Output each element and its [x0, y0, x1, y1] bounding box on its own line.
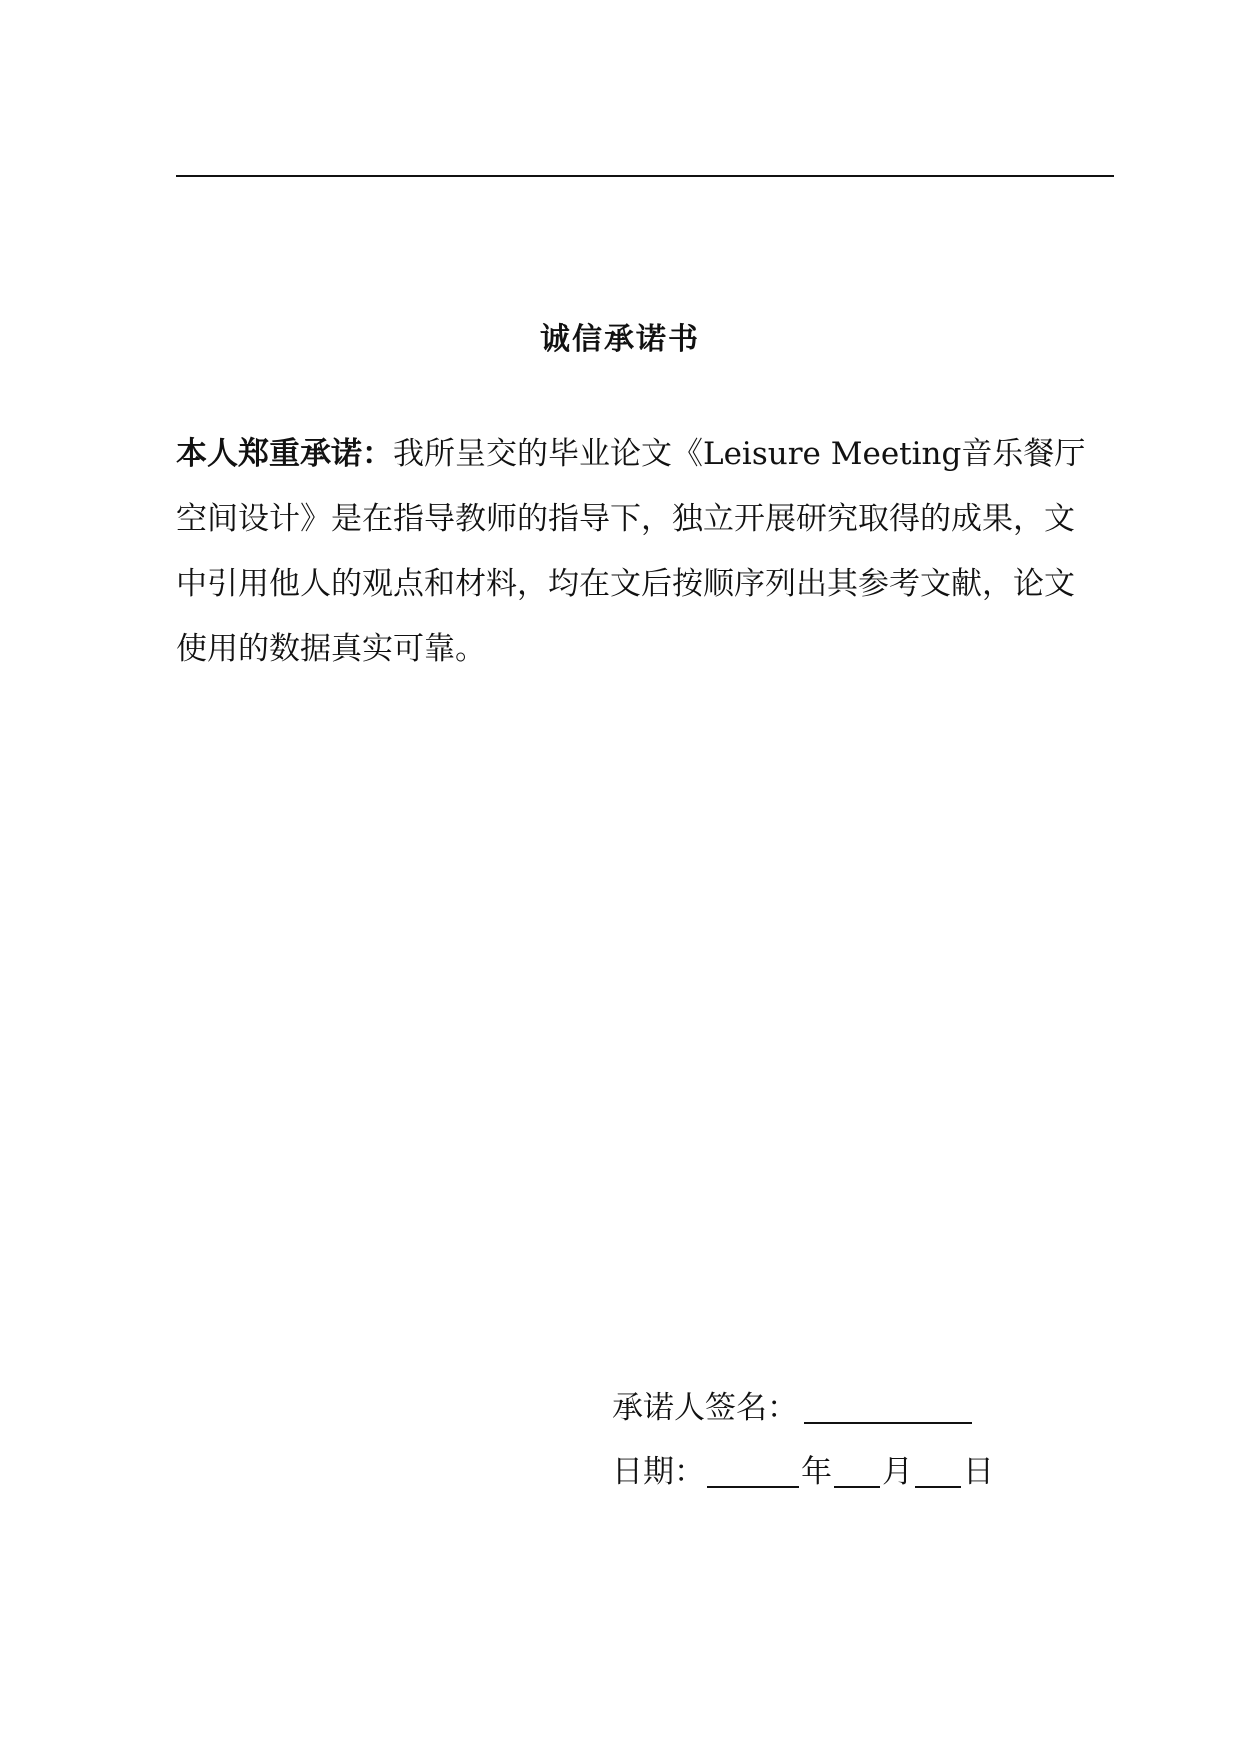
statement-line-3: 中引用他人的观点和材料，均在文后按顺序列出其参考文献，论文 — [176, 566, 1075, 602]
statement-lead: 本人郑重承诺： — [176, 436, 393, 472]
statement-paragraph — [176, 422, 1086, 682]
date-row — [612, 1452, 994, 1492]
year-label: 年 — [801, 1454, 832, 1490]
day-label: 日 — [963, 1454, 994, 1490]
signature-row — [612, 1388, 994, 1428]
header-rule — [176, 175, 1114, 177]
statement-line-2: 空间设计》是在指导教师的指导下，独立开展研究取得的成果，文 — [176, 501, 1075, 537]
signature-label: 承诺人签名： — [612, 1390, 798, 1426]
statement-line-4: 使用的数据真实可靠。 — [176, 631, 486, 667]
month-label: 月 — [882, 1454, 913, 1490]
date-label: 日期： — [612, 1454, 705, 1490]
day-blank[interactable] — [915, 1456, 961, 1488]
page-title: 诚信承诺书 — [540, 322, 700, 357]
signature-block — [612, 1388, 994, 1492]
statement-line-1 — [176, 422, 1086, 487]
statement-line-1-text: 我所呈交的毕业论文《Leisure Meeting音乐餐厅 — [393, 436, 1086, 472]
month-blank[interactable] — [834, 1456, 880, 1488]
year-blank[interactable] — [707, 1456, 799, 1488]
signature-blank[interactable] — [804, 1392, 972, 1424]
